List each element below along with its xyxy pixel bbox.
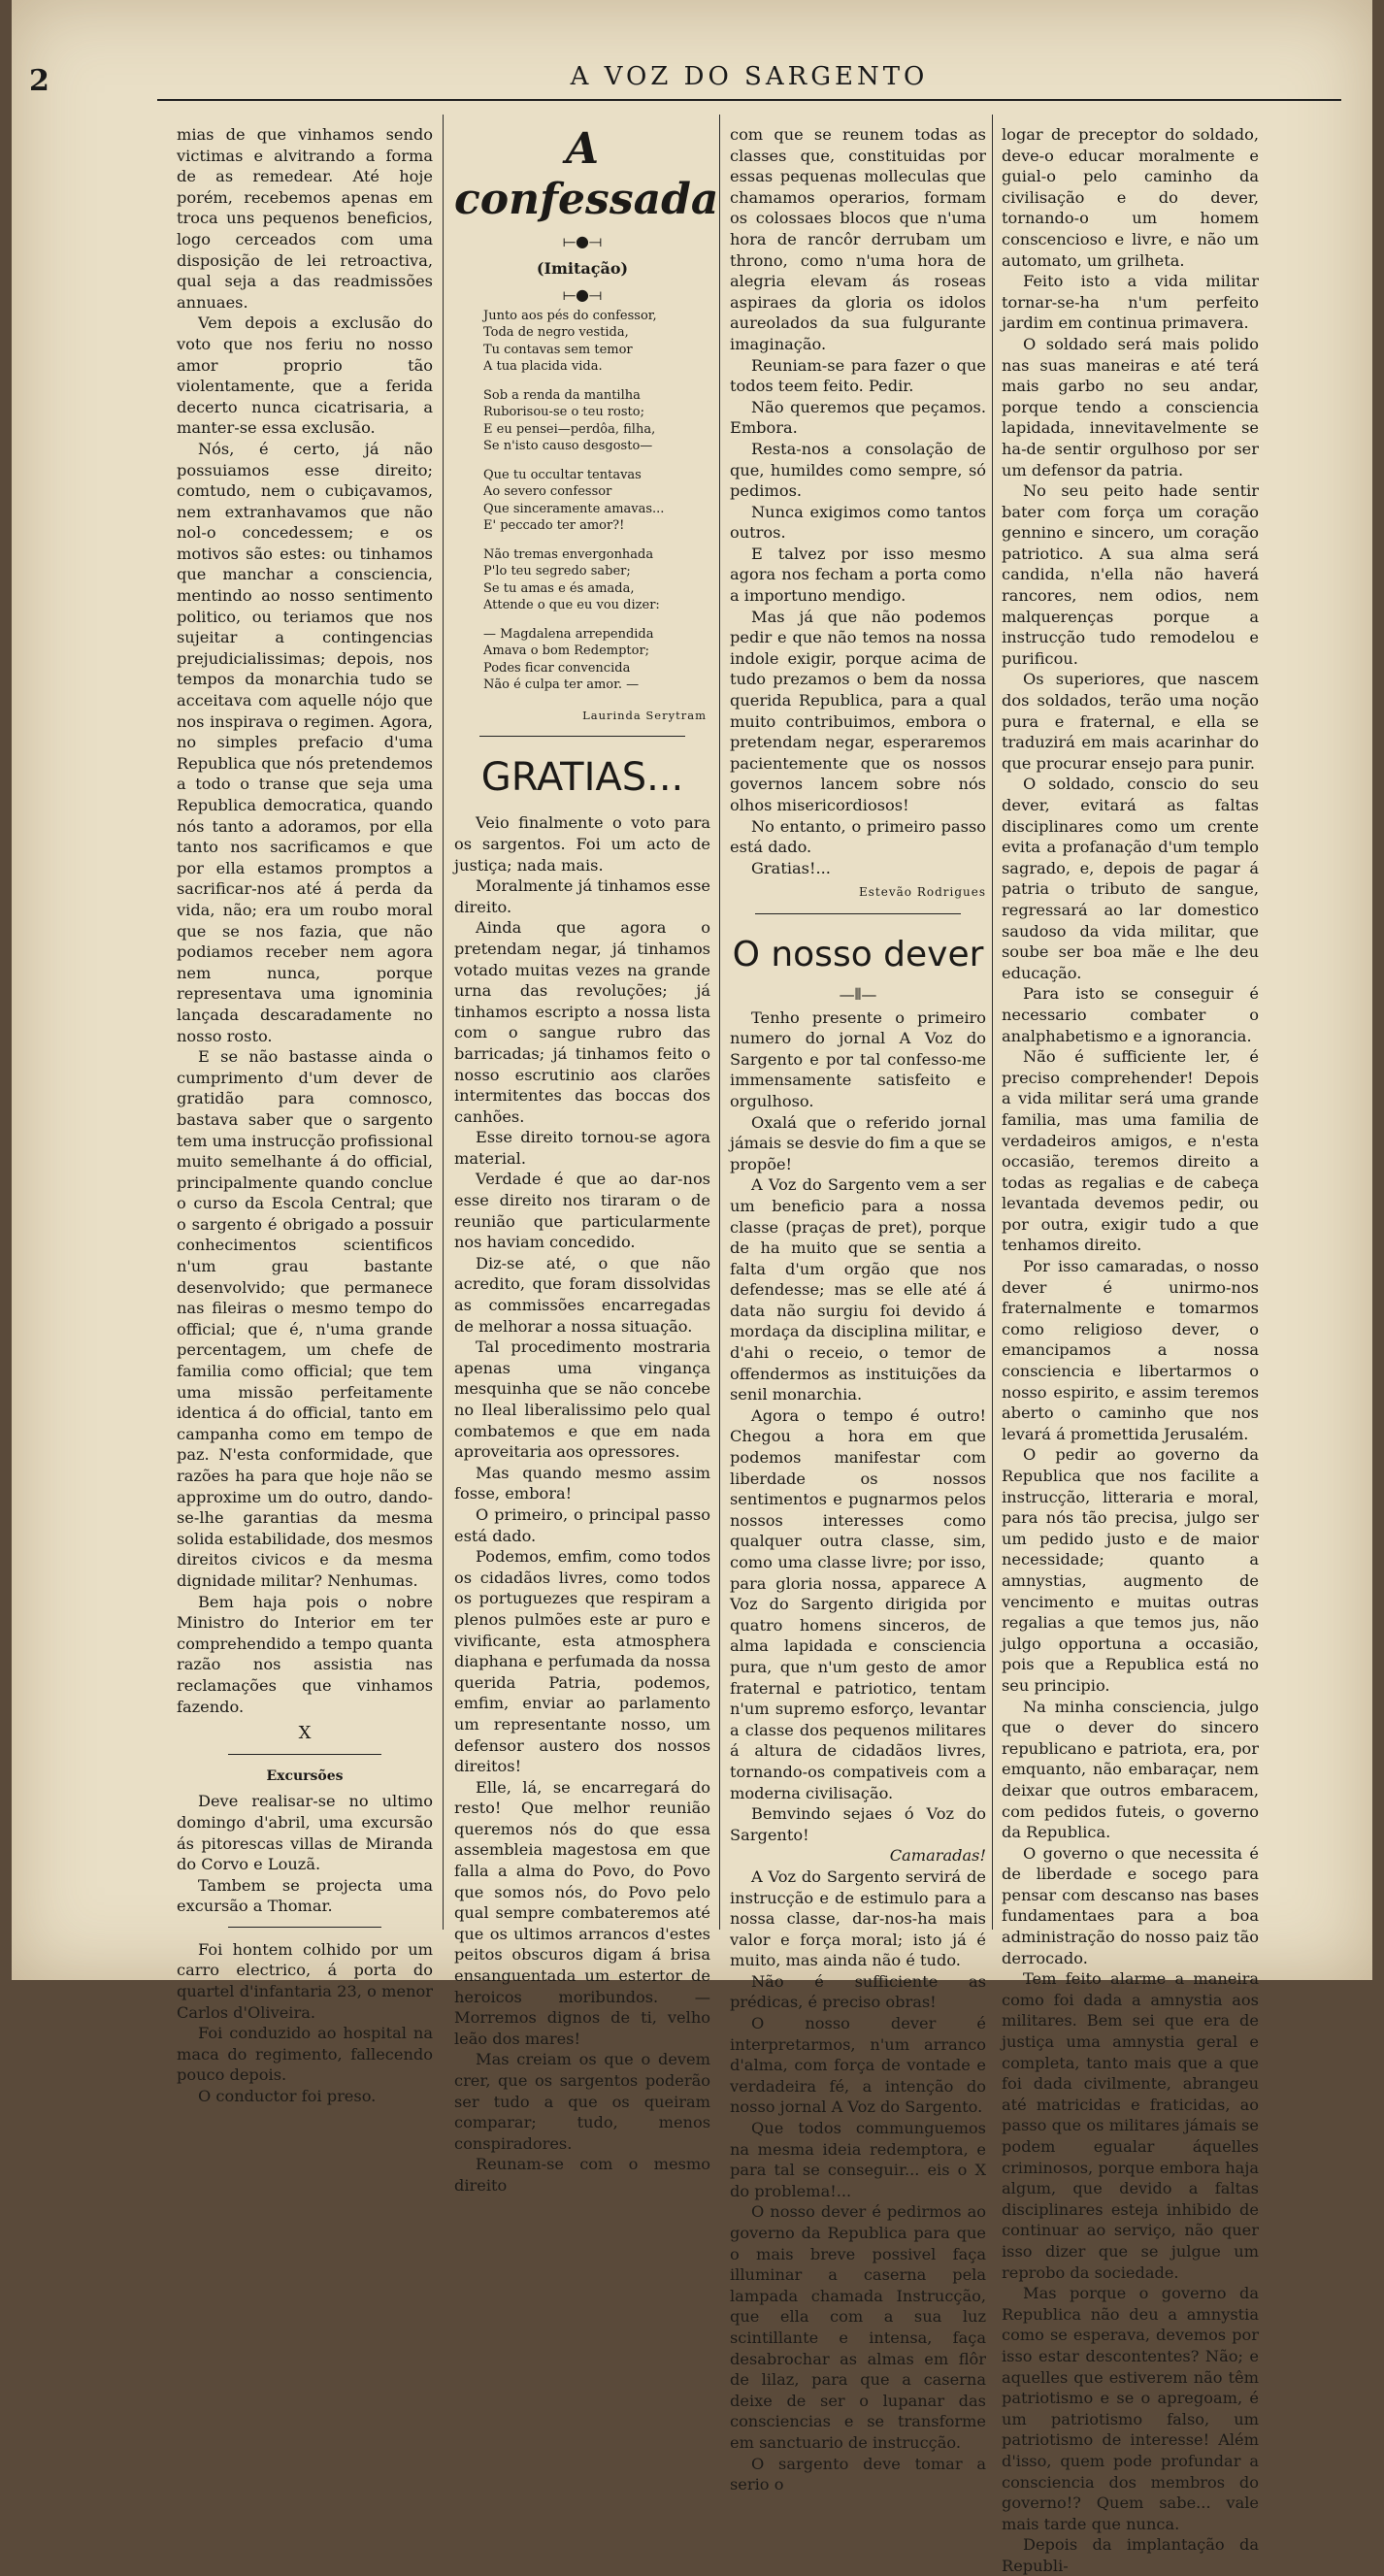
paragraph: Mas creiam os que o devem crer, que os sargentos poderão ser tudo a que os queiram comparar; tudo, menos conspiradores. [454,2050,710,2153]
paragraph: Reuniam-se para fazer o que todos teem feito. Pedir. [730,355,986,396]
paragraph: logar de preceptor do soldado, deve-o educar moralmente e guial-o pelo caminho da civilisação e do dever, tornando-o um homem conscencioso e livre, e não um automato, um grilheta. [1002,125,1259,270]
poem-line: E' peccado ter amor?! [483,518,625,534]
paragraph: E se não bastasse ainda o cumprimento d'um dever de gratidão para comnosco, bastava saber que o sargento tem uma instrucção profissional muito semelhante á do official, principalmente quando conclue o curso da Escola Central; que o sargento é obrigado a possuir conhecimentos scientificos n'um grau bastante desenvolvido; que permanece nas fileiras o mesmo tempo do official; que é, n'uma grande percentagem, um chefe de familia como official; que tem uma missão perfeitamente identica á do official, tanto em campanha como em tempo de paz. N'esta conformidade, que razões ha para que hoje não se approxime um do outro, dando-se-lhe garantias da mesma solida estabilidade, dos mesmos direitos civicos e da mesma dignidade militar? Nenhumas. [177,1047,433,1590]
ornament-icon: ⟝●⟞ [562,285,603,305]
page-number: 2 [29,64,49,98]
poem-line: Se tu amas e és amada, [483,580,635,596]
poem-line: Ruborisou-se o teu rosto; [483,405,644,420]
poem-author: Laurinda Serytram [582,708,707,722]
paragraph: O sargento deve tomar a serio o [730,2454,986,2494]
paragraph: Tambem se projecta uma excursão a Thomar. [177,1875,433,1916]
paragraph: O governo o que necessita é de liberdade e socego para pensar com descanso nas bases fundamentaes para a boa administração do nosso paiz tão derrocado. [1002,1843,1259,1967]
poem-line: Amava o bom Redemptor; [483,644,650,659]
paragraph: Para isto se conseguir é necessario combater o analphabetismo e a ignorancia. [1002,984,1259,1045]
paragraph: A Voz do Sargento servirá de instrucção e de estimulo para a nossa classe, dar-nos-ha mais valor e força moral; isto já é muito, mas ainda não é tudo. [730,1866,986,1970]
poem-line: Não é culpa ter amor. — [483,677,640,693]
column-rule [719,115,720,1930]
paragraph: O nosso dever é pedirmos ao governo da Republica para que o mais breve possivel faça illuminar a caserna pela lampada chamada Instrucção, que ella com a sua luz scintillante e intensa, faça desabrochar as almas em flôr de lilaz, para que a caserna deixe de ser o lupanar das consciencias e se transforme em sanctuario de instrucção. [730,2202,986,2452]
paragraph: Não é sufficiente as prédicas, é preciso obras! [730,1971,986,2012]
paragraph: Depois da implantação da Republi- [1002,2535,1259,2575]
paragraph: O soldado, conscio do seu dever, evitará as faltas disciplinares como um crente evita a profanação d'um templo sagrado, e, depois de pagar á patria o tributo de sangue, regressará ao lar domestico saudoso da vida militar, que soube ser boa mãe e lhe deu educação. [1002,775,1259,982]
gratias-title: GRATIAS... [480,755,684,801]
poem-line: Attende o que eu vou dizer: [483,598,660,613]
poem-line: Ao severo confessor [483,484,612,500]
column-1 [177,124,433,2106]
paragraph: Oxalá que o referido jornal jámais se desvie do fim a que se propõe! [730,1112,986,1173]
paragraph: Vem depois a exclusão do voto que nos feriu no nosso amor proprio tão violentamente, que a ferida decerto nunca cicatrisaria, a manter-se essa exclusão. [177,314,433,438]
poem-line: Tu contavas sem temor [483,342,633,357]
dever-title: O nosso dever [732,934,984,974]
poem-line: P'lo teu segredo saber; [483,564,631,579]
divider [228,1927,381,1928]
paragraph: Os superiores, que nascem dos soldados, terão uma noção pura e fraternal, e ella se traduzirá em mais acarinhar do que procurar ensejo para punir. [1002,670,1259,773]
paragraph: O soldado será mais polido nas suas maneiras e até terá mais garbo no seu andar, porque tendo a consciencia lapidada, innevitavelmente se ha-de sentir orgulhoso por ser um defensor da patria. [1002,334,1259,479]
poem-subtitle: (Imitação) [536,258,629,278]
article-signature: X [298,1723,312,1744]
paragraph: mias de que vinhamos sendo victimas e alvitrando a forma de as remedear. Até hoje porém, recebemos apenas em troca uns pequenos beneficios, logo cerceados com uma disposição de lei retroactiva, qual seja a das readmissões annuaes. [177,125,433,312]
ornament-icon: ⟝●⟞ [562,232,603,250]
paragraph: Moralmente já tinhamos esse direito. [454,876,710,916]
paragraph: Nunca exigimos como tantos outros. [730,502,986,543]
column-rule [992,115,993,1930]
paragraph: Elle, lá, se encarregará do resto! Que melhor reunião queremos nós do que essa assembleia magestosa em que falla a alma do Povo, do Povo que somos nós, do Povo pelo qual sempre combateremos até que os ultimos arrancos d'estes peitos obscuros digam á brisa ensanguentada um estertor de heroicos moribundos. — Morremos dignos de ti, velho leão dos mares! [454,1777,710,2048]
article-signature: Estevão Rodrigues [859,885,986,900]
poem-line: Que sinceramente amavas... [483,501,665,516]
paragraph: Mas quando mesmo assim fosse, embora! [454,1463,710,1503]
paragraph: Por isso camaradas, o nosso dever é unirmo-nos fraternalmente e tomarmos como religioso dever, o emancipamos a nossa consciencia e libertarmos o nosso espirito, e assim teremos aberto o caminho que nos levará á promettida Jerusalém. [1002,1257,1259,1443]
poem-line: Sob a renda da mantilha [483,387,641,403]
divider [755,913,960,914]
paragraph: No entanto, o primeiro passo está dado. [730,816,986,857]
poem [483,308,710,694]
column-2 [454,124,719,2195]
paragraph: O conductor foi preso. [198,2087,377,2106]
paragraph: Bem haja pois o nobre Ministro do Interior em ter comprehendido a tempo quanta razão nos assistia nas reclamações que vinhamos fazendo. [177,1592,433,1716]
poem-line: A tua placida vida. [483,359,603,375]
paragraph: Agora o tempo é outro! Chegou a hora em que podemos manifestar com liberdade os nossos sentimentos e pugnarmos pelos nossos interesses como qualquer outra classe, sim, como uma classe livre; por isso, para gloria nossa, apparece A Voz do Sargento dirigida por quatro homens sinceros, de alma lapidada e consciencia pura, que n'um gesto de amor fraternal e patriotico, tentam n'um supremo esforço, levantar a classe dos pequenos militares á altura de cidadãos livres, tornando-os compativeis com a moderna civilisação. [730,1405,986,1802]
paragraph: Tenho presente o primeiro numero do jornal A Voz do Sargento e por tal confesso-me immensamente satisfeito e orgulhoso. [730,1007,986,1110]
paragraph: Gratias!... [751,858,831,877]
stanza [483,546,710,614]
poem-line: Toda de negro vestida, [483,325,629,341]
paragraph: Ainda que agora o pretendam negar, já tinhamos votado muitas vezes na grande urna das revoluções; já tinhamos escripto a nossa lista com o sangue rubro das barricadas; já tinhamos feito o nosso escrutinio aos clarões intermitentes das boccas dos canhões. [454,918,710,1126]
paragraph: Não queremos que peçamos. Embora. [730,397,986,438]
paragraph: Verdade é que ao dar-nos esse direito nos tiraram o de reunião que particularmente nos haviam concedido. [454,1170,710,1252]
paragraph: Diz-se até, o que não acredito, que foram dissolvidas as commissões encarregadas de melhorar a nossa situação. [454,1253,710,1336]
column-rule [443,115,444,1930]
paragraph: O nosso dever é interpretarmos, n'um arranco d'alma, com força de vontade e verdadeira fé, a intenção do nosso jornal A Voz do Sargento. [730,2014,986,2117]
page-header [157,60,1341,101]
column-3 [730,124,986,2494]
paragraph: Não é sufficiente ler, é preciso comprehender! Depois a vida militar será uma grande familia, mas uma familia de verdadeiros amigos, e n'esta occasião, teremos direito a todas as regalias e de cabeça levantada devemos pedir, ou por outra, exigir tudo a que tenhamos direito. [1002,1047,1259,1255]
column-4 [1002,124,1260,2575]
paragraph: Mas porque o governo da Republica não deu a amnystia como se esperava, devemos por isso estar descontentes? Não; e aquelles que estiverem não têm patriotismo e se o apregoam, é um patriotismo falso, um patriotismo de interesse! Além d'isso, quem pode profundar a consciencia dos membros do governo!? Quem sabe... vale mais tarde que nunca. [1002,2284,1259,2533]
paragraph: Bemvindo sejaes ó Voz do Sargento! [730,1804,986,1844]
paragraph: Feito isto a vida militar tornar-se-ha n'um perfeito jardim em continua primavera. [1002,272,1259,333]
paragraph: E talvez por isso mesmo agora nos fecham a porta como a importuno mendigo. [730,544,986,606]
ornament-icon: —⫴— [839,984,877,1004]
paragraph: O primeiro, o principal passo está dado. [454,1504,710,1545]
masthead: A VOZ DO SARGENTO [570,62,929,91]
poem-line: Podes ficar convencida [483,660,631,676]
paragraph: Resta-nos a consolação de que, humildes como sempre, só pedimos. [730,439,986,501]
paragraph: No seu peito hade sentir bater com força um coração gennino e sincero, um coração patriotico. A sua alma será candida, n'ella não haverá rancores, nem odios, nem malquerenças porque a instrucção tudo remodelou e purificou. [1002,481,1259,668]
stanza [483,308,710,376]
paragraph: Foi conduzido ao hospital na maca do regimento, fallecendo pouco depois. [177,2024,433,2085]
poem-line: Que tu occultar tentavas [483,467,642,482]
poem-line: Se n'isto causo desgosto— [483,439,653,454]
poem-title: A confessada [454,124,719,224]
paragraph: Nós, é certo, já não possuiamos esse direito; comtudo, nem o cubiçavamos, nem extranhavamos que não nol-o concedessem; e os motivos são estes: ou tinhamos que manchar a consciencia, mentindo ao nosso sentimento politico, ou teriamos que nos sujeitar a contingencias prejudicialissimas; depois, nos tempos da monarchia tudo se acceitava com aquelle nójo que nos inspirava o regimen. Agora, no simples prefacio d'uma Republica que nós pretendemos a todo o transe que seja uma Republica democratica, quando nós tanto a adoramos, por ella tanto nos sacrificamos e que por ella estamos promptos a sacrificar-nos até á perda da vida, não; era um roubo moral que se nos fazia, que não podiamos receber nem agora nem nunca, porque representava uma ignominia lançada descaradamente no nosso rosto. [177,439,433,1045]
poem-line: E eu pensei—perdôa, filha, [483,421,656,437]
stanza [483,467,710,535]
excursoes-title: Excursões [266,1767,344,1784]
stanza [483,626,710,694]
paragraph: A Voz do Sargento vem a ser um beneficio para a nossa classe (praças de pret), porque de ha muito que se sentia a falta d'um orgão que nos defendesse; mas se elle até á data não surgiu foi devido á mordaça da disciplina militar, e d'ahi o receio, o temor de offendermos as instituições da senil monarchia. [730,1175,986,1404]
paragraph: Tem feito alarme a maneira como foi dada a amnystia aos militares. Bem sei que era de justiça uma amnystia geral e completa, tanto mais que a que foi dada civilmente, abrangeu até matricidas e fraticidas, ao passo que os militares jámais se podem egualar áquelles criminosos, porque embora haja algum, que devido a faltas disciplinares esteja inhibido de continuar ao serviço, não quer isso dizer que se julgue um reprobo da sociedade. [1002,1969,1260,2282]
paragraph: Mas já que não podemos pedir e que não temos na nossa indole exigir, porque acima de tudo prezamos o bem da nossa querida Republica, para a qual muito contribuimos, embora o pretendam negar, esperaremos pacientemente que os nossos governos lancem sobre nós olhos misericordiosos! [730,607,986,814]
paragraph: Deve realisar-se no ultimo domingo d'abril, uma excursão ás pitorescas villas de Miranda do Corvo e Louzã. [177,1792,433,1874]
poem-line: Junto aos pés do confessor, [483,308,657,323]
stanza [483,387,710,455]
paragraph: O pedir ao governo da Republica que nos facilite a instrucção, litteraria e moral, para nós tão precisa, julgo ser um pedido justo e de maior necessidade; quanto a amnystias, augmento de vencimento e muitas outras regalias a que temos jus, não julgo opportuna a occasião, pois que a Republica está no seu principio. [1002,1445,1259,1695]
paragraph: Podemos, emfim, como todos os cidadãos livres, como todos os portuguezes que respiram a plenos pulmões este ar puro e vivificante, esta atmosphera diaphana e perfumada da nossa querida Patria, podemos, emfim, enviar ao parlamento um representante nosso, um defensor austero dos nossos direitos! [454,1547,710,1776]
divider [479,736,684,737]
paragraph: Tal procedimento mostraria apenas uma vingança mesquinha que se não concebe no Ileal liberalissimo pelo qual combatemos e que em nada aproveitaria aos opressores. [454,1338,710,1462]
paragraph: Reunam-se com o mesmo direito [454,2155,710,2195]
paragraph: Que todos communguemos na mesma ideia redemptora, e para tal se conseguir... eis o X do problema!... [730,2119,986,2200]
paragraph: Esse direito tornou-se agora material. [454,1128,710,1168]
paragraph: Veio finalmente o voto para os sargentos. Foi um acto de justiça; nada mais. [454,813,710,875]
newspaper-page [12,0,1372,2575]
poem-line: Não tremas envergonhada [483,546,654,562]
paragraph: Foi hontem colhido por um carro electrico, á porta do quartel d'infantaria 23, o menor Carlos d'Oliveira. [177,1939,433,2022]
poem-line: — Magdalena arrependida [483,626,654,642]
paragraph: Camaradas! [889,1846,986,1866]
paragraph: Na minha consciencia, julgo que o dever do sincero republicano e patriota, era, por emquanto, não embaraçar, nem deixar que outros embaracem, com pedidos futeis, o governo da Republica. [1002,1697,1259,1842]
paragraph: com que se reunem todas as classes que, constituidas por essas pequenas molleculas que chamamos operarios, formam os colossaes blocos que n'uma hora de rancôr derrubam um throno, como n'uma hora de alegria elevam ás roseas aspiraes da gloria os idolos aureolados da sua fulgurante imaginação. [730,125,986,353]
divider [228,1754,381,1755]
